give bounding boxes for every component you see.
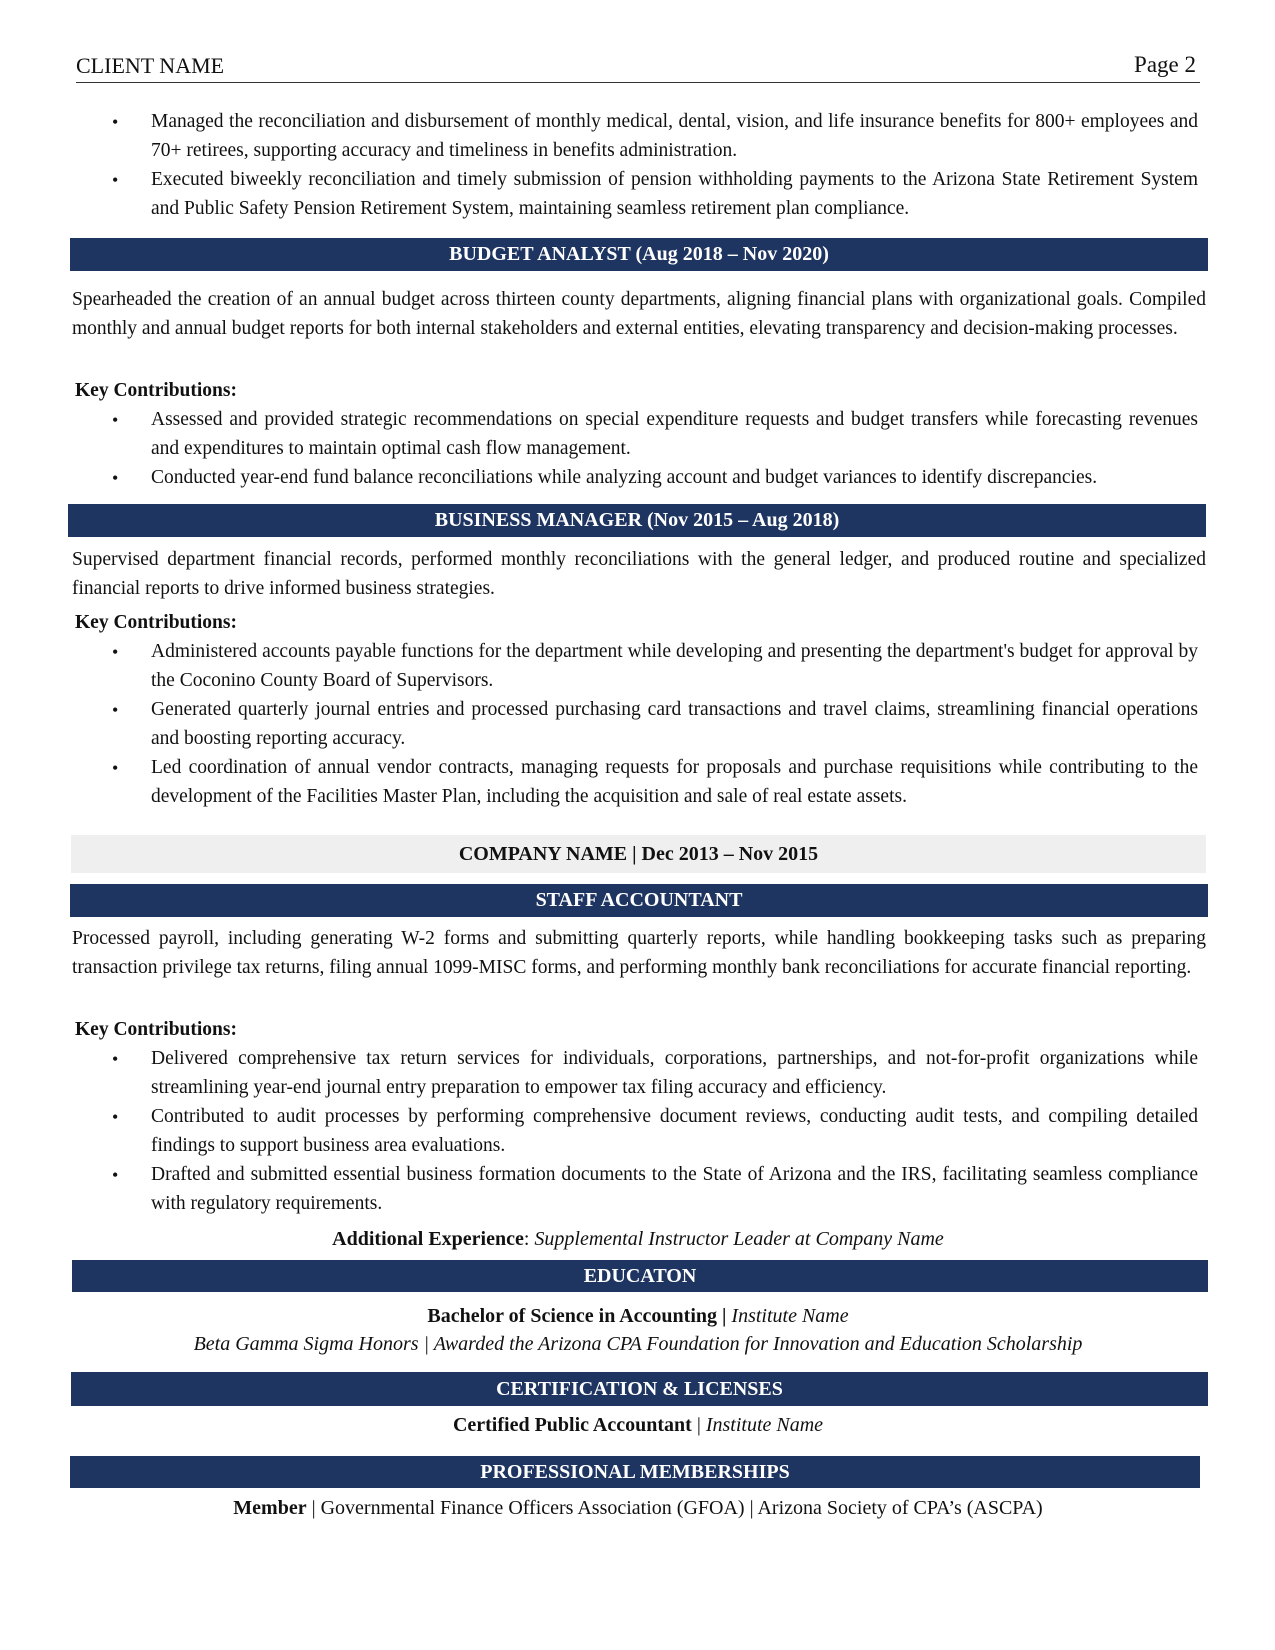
bullet-icon: •	[112, 1049, 119, 1069]
education-honors: Beta Gamma Sigma Honors | Awarded the Arizona CPA Foundation for Innovation and Education Scholarship	[193, 1333, 1083, 1355]
bullet-icon: •	[112, 1165, 119, 1186]
business-manager-bullets	[108, 638, 1198, 813]
degree-name: Bachelor of Science in Accounting	[427, 1305, 717, 1327]
section-title-certification: CERTIFICATION & LICENSES	[71, 1372, 1208, 1406]
bullet-icon: •	[112, 468, 119, 489]
key-contributions-label: Key Contributions:	[75, 1019, 237, 1040]
page-number: Page 2	[1134, 52, 1196, 77]
list-item: • Drafted and submitted essential business formation documents to the State of Arizona and the IRS, facilitating seamless compliance with regulatory requirements.	[108, 1161, 1198, 1218]
budget-analyst-summary: Spearheaded the creation of an annual budget across thirteen county departments, aligning financial plans with organizational goals. Compiled monthly and annual budget reports for both internal stakeholders and external entities, elevating transparency and decision-making processes.	[72, 289, 1206, 339]
bullet-icon: •	[112, 112, 119, 132]
section-title-staff-accountant: STAFF ACCOUNTANT	[70, 884, 1208, 917]
institution-name: Institute Name	[731, 1305, 849, 1327]
bullet-icon: •	[112, 170, 119, 191]
additional-experience: Additional Experience: Supplemental Instructor Leader at Company Name	[332, 1228, 944, 1250]
staff-accountant-summary: Processed payroll, including generating W-2 forms and submitting quarterly reports, while handling bookkeeping tasks such as preparing transaction privilege tax returns, filing annual 1099-MISC forms, and performing monthly bank reconciliations for accurate financial reporting.	[72, 928, 1206, 978]
list-item: • Managed the reconciliation and disbursement of monthly medical, dental, vision, and life insurance benefits for 800+ employees and 70+ retirees, supporting accuracy and timeliness in benefits administration.	[108, 108, 1198, 165]
bullet-icon: •	[112, 758, 119, 779]
section-title-education: EDUCATON	[72, 1260, 1208, 1292]
page-header	[76, 52, 1200, 83]
list-item: • Conducted year-end fund balance reconciliations while analyzing account and budget variances to identify discrepancies.	[108, 464, 1198, 493]
budget-analyst-bullets	[108, 406, 1198, 494]
bullet-icon: •	[112, 642, 119, 662]
bullet-icon: •	[112, 700, 119, 721]
key-contributions-label: Key Contributions:	[75, 380, 237, 401]
list-item: • Generated quarterly journal entries and processed purchasing card transactions and travel claims, streamlining financial operations and boosting reporting accuracy.	[108, 696, 1198, 753]
list-item: • Delivered comprehensive tax return services for individuals, corporations, partnerships, and not-for-profit organizations while streamlining year-end journal entry preparation to empower tax filing accuracy and efficiency.	[108, 1045, 1198, 1102]
section-title-budget-analyst: BUDGET ANALYST (Aug 2018 – Nov 2020)	[70, 238, 1208, 271]
key-contributions-label: Key Contributions:	[75, 612, 237, 633]
client-name: CLIENT NAME	[76, 53, 225, 78]
bullet-icon: •	[112, 1107, 119, 1128]
certification-line: Certified Public Accountant | Institute Name	[452, 1414, 824, 1436]
section-title-memberships: PROFESSIONAL MEMBERSHIPS	[70, 1456, 1200, 1488]
institution-name: Institute Name	[705, 1414, 824, 1436]
membership-label: Member	[233, 1497, 307, 1519]
list-item: • Executed biweekly reconciliation and timely submission of pension withholding payments to the Arizona State Retirement System and Public Safety Pension Retirement System, maintaining seamless retirement plan compliance.	[108, 166, 1198, 223]
certification-name: Certified Public Accountant	[452, 1414, 692, 1436]
staff-accountant-bullets	[108, 1045, 1198, 1220]
list-item: • Assessed and provided strategic recommendations on special expenditure requests and budget transfers while forecasting revenues and expenditures to maintain optimal cash flow management.	[108, 406, 1198, 463]
company-heading: COMPANY NAME | Dec 2013 – Nov 2015	[71, 835, 1206, 873]
list-item: • Contributed to audit processes by performing comprehensive document reviews, conducting audit tests, and compiling detailed findings to support business area evaluations.	[108, 1103, 1198, 1160]
membership-organizations: | Governmental Finance Officers Association (GFOA) | Arizona Society of CPA’s (ASCPA)	[306, 1497, 1043, 1519]
membership-line	[68, 1494, 1208, 1522]
bullet-icon: •	[112, 410, 119, 430]
business-manager-summary: Supervised department financial records, performed monthly reconciliations with the general ledger, and produced routine and specialized financial reports to drive informed business strategies.	[72, 549, 1206, 599]
education-degree-line: Bachelor of Science in Accounting | Institute Name	[427, 1305, 849, 1327]
additional-experience-value: Supplemental Instructor Leader at Company Name	[534, 1228, 944, 1250]
previous-role-bullets	[108, 108, 1198, 224]
list-item: • Led coordination of annual vendor contracts, managing requests for proposals and purchase requisitions while contributing to the development of the Facilities Master Plan, including the acquisition and sale of real estate assets.	[108, 754, 1198, 811]
section-title-business-manager: BUSINESS MANAGER (Nov 2015 – Aug 2018)	[68, 504, 1206, 537]
list-item: • Administered accounts payable functions for the department while developing and presenting the department's budget for approval by the Coconino County Board of Supervisors.	[108, 638, 1198, 695]
additional-experience-label: Additional Experience	[332, 1228, 524, 1250]
